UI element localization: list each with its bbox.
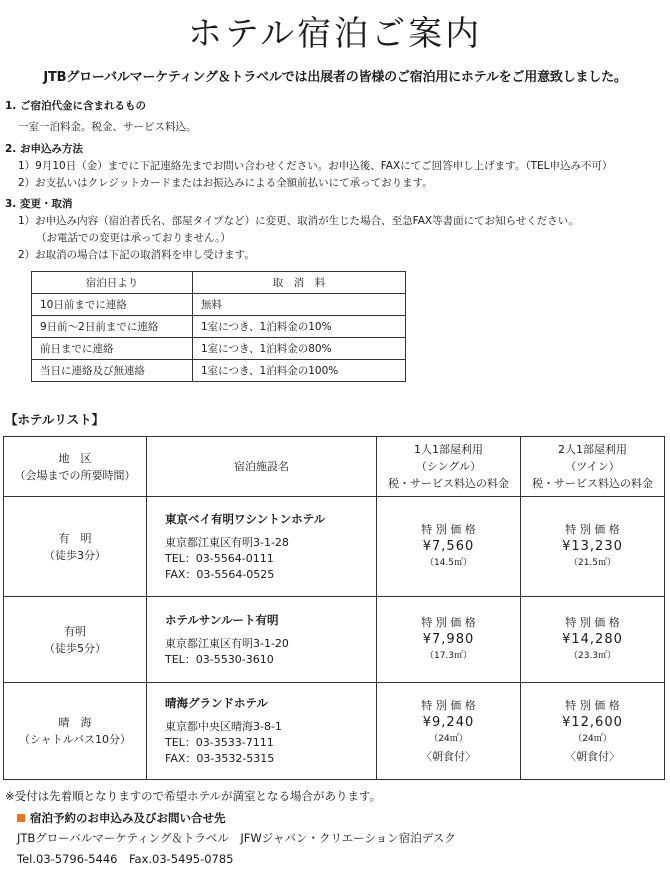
area-time: （シャトルバス10分） <box>18 733 131 746</box>
contact-line-2: Tel.03-5796-5446 Fax.03-5495-0785 <box>17 852 234 866</box>
hotel-tel: TEL：03-5564-0111 <box>165 551 274 565</box>
room-size: （23.3㎡） <box>568 651 617 661</box>
price-value: ¥13,230 <box>562 539 623 554</box>
hotel-tel: TEL：03-5530-3610 <box>165 652 274 666</box>
breakfast-note: 〈朝食付〉 <box>421 750 476 763</box>
header-twin <box>521 437 665 497</box>
price-value: ¥14,280 <box>562 632 623 647</box>
single-price-cell <box>377 683 521 780</box>
section-3-item-2: 2）お取消の場合は下記の取消料を申し受けます。 <box>18 249 255 261</box>
table-row <box>32 316 406 338</box>
room-size: （17.3㎡） <box>424 651 473 661</box>
header-single-2: （シングル） <box>415 460 482 473</box>
table-header-row <box>4 437 665 497</box>
hotel-address: 東京都江東区有明3-1-20 <box>165 636 289 650</box>
room-size: （24㎡） <box>573 734 612 744</box>
price-label: 特 別 価 格 <box>565 523 620 536</box>
hotel-fax: FAX：03-3532-5315 <box>165 752 275 765</box>
section-1-heading: 1. ご宿泊代金に含まれるもの <box>5 100 146 112</box>
header-area-sub: （会場までの所要時間） <box>14 468 136 482</box>
table-cell: 1室につき、1泊料金の100% <box>193 360 406 382</box>
hotel-cell <box>147 683 377 780</box>
price-label: 特 別 価 格 <box>421 699 476 712</box>
contact-heading <box>17 810 226 826</box>
single-price-cell <box>377 597 521 683</box>
table-row <box>4 683 665 780</box>
header-twin-3: 税・サービス料込の料金 <box>532 477 653 490</box>
area-name: 有 明 <box>58 531 92 545</box>
area-cell <box>4 683 147 780</box>
lead-text: JTBグローバルマーケティング＆トラベルでは出展者の皆様のご宿泊用にホテルをご用意致しました。 <box>43 70 627 85</box>
header-single-3: 税・サービス料込の料金 <box>388 477 509 490</box>
square-bullet-icon <box>17 814 25 822</box>
header-twin-2: （ツイン） <box>565 460 620 473</box>
hotel-tel: TEL：03-3533-7111 <box>165 736 274 749</box>
price-value: ¥12,600 <box>562 715 623 730</box>
table-row <box>4 597 665 683</box>
breakfast-note: 〈朝食付〉 <box>565 750 620 763</box>
section-2-item-2: 2）お支払いはクレジットカードまたはお振込みによる全額前払いにて承っております。 <box>18 177 433 189</box>
table-cell: 10日前までに連絡 <box>32 294 193 316</box>
area-time: （徒歩5分） <box>44 641 106 655</box>
hotel-fax: FAX：03-5564-0525 <box>165 567 275 581</box>
room-size: （21.5㎡） <box>568 558 617 568</box>
price-label: 特 別 価 格 <box>565 616 620 629</box>
hotel-name: 晴海グランドホテル <box>165 696 268 710</box>
header-hotel: 宿泊施設名 <box>147 437 377 497</box>
table-cell: 無料 <box>193 294 406 316</box>
header-twin-1: 2人1部屋利用 <box>558 443 627 456</box>
table-cell: 1室につき、1泊料金の80% <box>193 338 406 360</box>
hotel-list-table <box>3 436 665 780</box>
price-value: ¥7,980 <box>422 632 475 647</box>
table-cell: 1室につき、1泊料金の10% <box>193 316 406 338</box>
hotel-cell <box>147 597 377 683</box>
contact-heading-text: 宿泊予約のお申込み及びお問い合せ先 <box>30 811 226 825</box>
price-label: 特 別 価 格 <box>565 699 620 712</box>
section-2-heading: 2. お申込み方法 <box>5 143 83 155</box>
price-value: ¥7,560 <box>422 539 475 554</box>
table-cell: 当日に連絡及び無連絡 <box>32 360 193 382</box>
twin-price-cell <box>521 683 665 780</box>
header-area-label: 地 区 <box>58 451 92 465</box>
table-header-row <box>32 272 406 294</box>
twin-price-cell <box>521 497 665 597</box>
section-1-text: 一室一泊料金。税金、サービス料込。 <box>18 121 197 133</box>
page-title: ホテル宿泊ご案内 <box>187 14 483 54</box>
hotel-name: ホテルサンルート有明 <box>165 612 279 627</box>
hotel-address: 東京都江東区有明3-1-28 <box>165 535 289 549</box>
table-cell: 9日前〜2日前までに連絡 <box>32 316 193 338</box>
header-single-1: 1人1部屋利用 <box>414 443 483 456</box>
reservation-note: ※受付は先着順となりますので希望ホテルが満室となる場合があります。 <box>5 789 382 803</box>
table-row <box>4 497 665 597</box>
section-2-item-1: 1）9月10日（金）までに下記連絡先までお問い合わせください。お申込後、FAXにてご回答申し上げます。（TEL申込み不可） <box>18 160 613 172</box>
table-row <box>32 338 406 360</box>
price-label: 特 別 価 格 <box>421 523 476 536</box>
header-cell: 宿泊日より <box>32 272 193 294</box>
room-size: （24㎡） <box>429 734 468 744</box>
area-time: （徒歩3分） <box>44 548 106 562</box>
price-value: ¥9,240 <box>422 715 475 730</box>
area-name: 晴 海 <box>58 716 92 729</box>
hotel-name: 東京ベイ有明ワシントンホテル <box>165 511 326 526</box>
hotel-list-title: 【ホテルリスト】 <box>5 412 105 427</box>
section-3-heading: 3. 変更・取消 <box>5 198 73 210</box>
table-row <box>32 294 406 316</box>
header-cell: 取 消 料 <box>193 272 406 294</box>
header-area <box>4 437 147 497</box>
room-size: （14.5㎡） <box>424 558 473 568</box>
section-3-item-1b: （お電話での変更は承っておりません。） <box>36 232 231 244</box>
header-single <box>377 437 521 497</box>
section-3-item-1: 1）お申込み内容（宿泊者氏名、部屋タイプなど）に変更、取消が生じた場合、至急FAX等書面にてお知らせください。 <box>18 215 579 227</box>
area-cell <box>4 497 147 597</box>
table-cell: 前日までに連絡 <box>32 338 193 360</box>
hotel-address: 東京都中央区晴海3-8-1 <box>165 720 282 733</box>
hotel-cell <box>147 497 377 597</box>
area-cell <box>4 597 147 683</box>
cancellation-fee-table <box>31 271 406 382</box>
table-row <box>32 360 406 382</box>
area-name: 有明 <box>64 624 86 638</box>
twin-price-cell <box>521 597 665 683</box>
single-price-cell <box>377 497 521 597</box>
contact-line-1: JTBグローバルマーケティング＆トラベル JFWジャパン・クリエーション宿泊デスク <box>17 831 456 845</box>
price-label: 特 別 価 格 <box>421 616 476 629</box>
